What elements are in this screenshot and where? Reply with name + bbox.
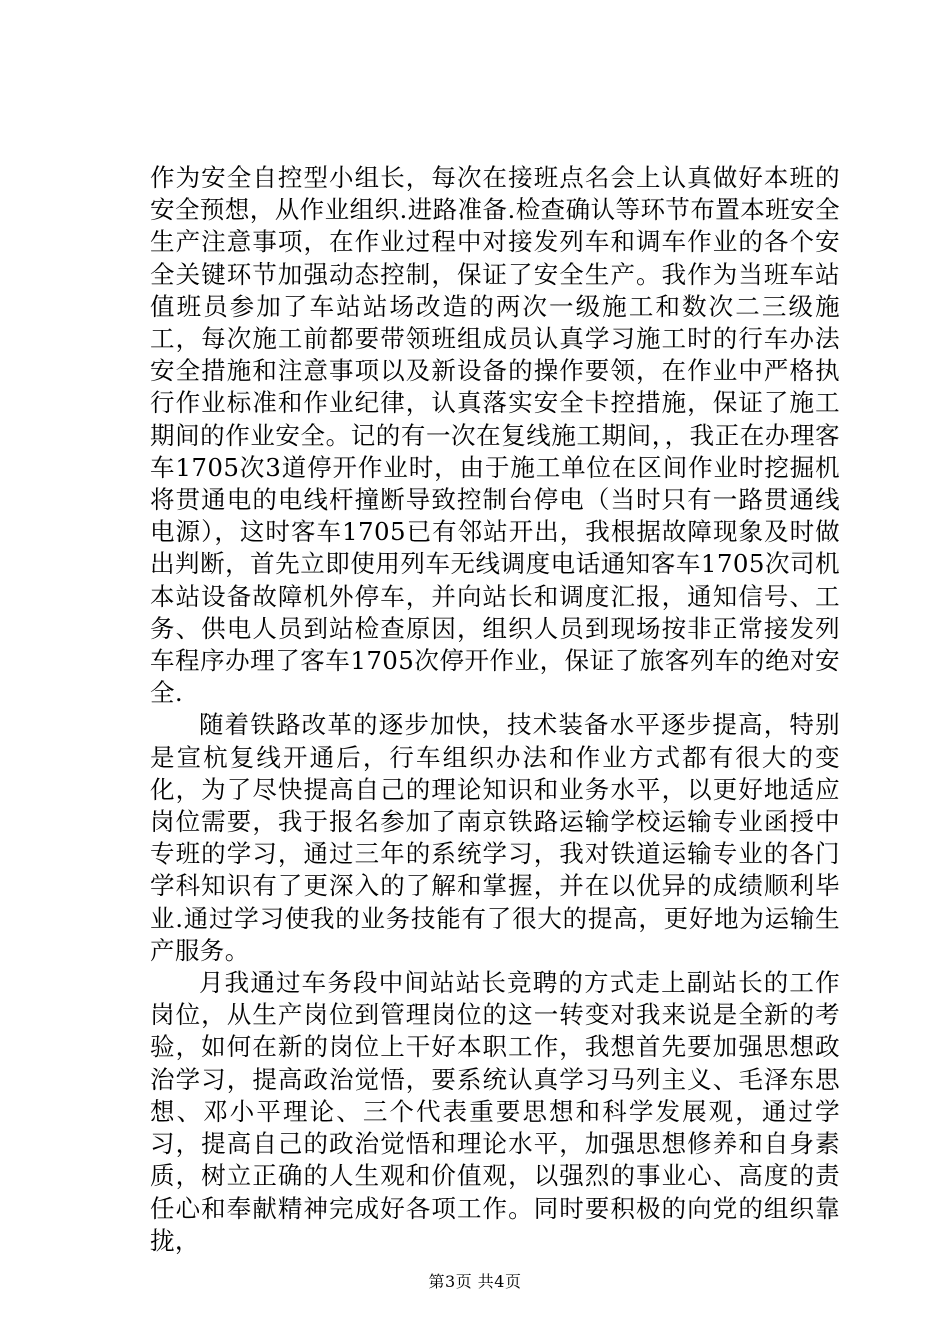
paragraph-2: 随着铁路改革的逐步加快，技术装备水平逐步提高，特别是宣杭复线开通后，行车组织办法和作业方式都有很大的变化，为了尽快提高自己的理论知识和业务水平，以更好地适应岗位需要，我于报名参加了南京铁路运输学校运输专业函授中专班的学习，通过三年的系统学习，我对铁道运输专业的各门学科知识有了更深入的了解和掌握，并在以优异的成绩顺利毕业.通过学习使我的业务技能有了很大的提高，更好地为运输生产服务。	[150, 710, 840, 965]
paragraph-3: 月我通过车务段中间站站长竞聘的方式走上副站长的工作岗位，从生产岗位到管理岗位的这一转变对我来说是全新的考验，如何在新的岗位上干好本职工作，我想首先要加强思想政治学习，提高政治觉悟，要系统认真学习马列主义、毛泽东思想、邓小平理论、三个代表重要思想和科学发展观，通过学习，提高自己的政治觉悟和理论水平，加强思想修养和自身素质，树立正确的人生观和价值观，以强烈的事业心、高度的责任心和奉献精神完成好各项工作。同时要积极的向党的组织靠拢，	[150, 968, 840, 1255]
body-text	[150, 162, 840, 1257]
paragraph-1: 作为安全自控型小组长，每次在接班点名会上认真做好本班的安全预想，从作业组织.进路准备.检查确认等环节布置本班安全生产注意事项，在作业过程中对接发列车和调车作业的各个安全关键环节加强动态控制，保证了安全生产。我作为当班车站值班员参加了车站站场改造的两次一级施工和数次二三级施工，每次施工前都要带领班组成员认真学习施工时的行车办法安全措施和注意事项以及新设备的操作要领，在作业中严格执行作业标准和作业纪律，认真落实安全卡控措施，保证了施工期间的作业安全。记的有一次在复线施工期间，，我正在办理客车1705次3道停开作业时，由于施工单位在区间作业时挖掘机将贯通电的电线杆撞断导致控制台停电（当时只有一路贯通线电源），这时客车1705已有邻站开出，我根据故障现象及时做出判断，首先立即使用列车无线调度电话通知客车1705次司机本站设备故障机外停车，并向站长和调度汇报，通知信号、工务、供电人员到站检查原因，组织人员到现场按非正常接发列车程序办理了客车1705次停开作业，保证了旅客列车的绝对安全.	[150, 163, 840, 708]
page-footer: 第3页 共4页	[428, 1272, 522, 1291]
